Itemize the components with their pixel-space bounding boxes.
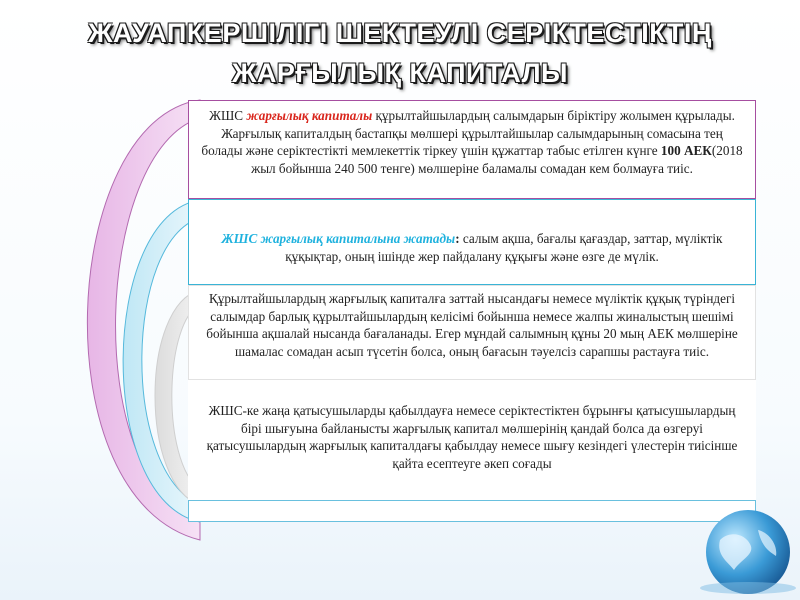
- box-empty-footer: [188, 500, 756, 522]
- box3-text: Құрылтайшылардың жарғылық капиталға заттай нысандағы немесе мүліктік құқық түріндегі салымдар барлық құрылтайшылардың келісімі бойынша немесе жалпы жиналыстың шешімі бойынша ақшалай нысанда бағаланады. Егер мұндай салымның құны 20 мың АЕК мөлшеріне шамалас сомадан асып түсетін болса, оның бағасын тәуелсіз сарапшы растауға тиіс.: [206, 291, 738, 359]
- box1-prefix: ЖШС: [209, 108, 247, 123]
- box-participant-changes: [188, 380, 756, 500]
- page-title-line-2: ЖАРҒЫЛЫҚ КАПИТАЛЫ: [232, 58, 568, 88]
- box1-text-b: (2018 жыл бойынша 240 500 тенге) мөлшеріне баламалы сомадан кем болмауға тиіс.: [251, 143, 743, 176]
- page-title-line-1: ЖАУАПКЕРШІЛІГІ ШЕКТЕУЛІ СЕРІКТЕСТІКТІҢ: [88, 18, 712, 48]
- box1-bold: 100 АЕК: [660, 143, 712, 158]
- box1-highlight: жарғылық капиталы: [246, 108, 373, 123]
- box2-highlight: ЖШС жарғылық капиталына жатады: [221, 231, 456, 246]
- box-contribution-valuation: [188, 285, 756, 380]
- box-capital-composition: [188, 199, 756, 285]
- box1-text-a: құрылтайшылардың салымдарын біріктіру жолымен құрылады. Жарғылық капиталдың бастапқы мөлшері құрылтайшылар салымдарының сомасына тең болады және серіктестікті мемлекеттік тіркеу үшін құжаттар табыс етілген күнге: [201, 108, 735, 158]
- globe-icon: [690, 500, 800, 600]
- box-charter-capital: [188, 100, 756, 199]
- box4-text: ЖШС-ке жаңа қатысушыларды қабылдауға немесе серіктестіктен бұрынғы қатысушылардың бірі шығуына байланысты жарғылық капитал мөлшерінің қандай болса да өзгеруі қатысушылардың жарғылық капиталдағы қабылдау немесе шығу кезіндегі үлестерін тиісінше қайта есептеуге әкеп соғады: [206, 403, 738, 471]
- box2-text: салым ақша, бағалы қағаздар, заттар, мүліктік құқықтар, оның ішінде жер пайдалану құқығы және өзге де мүлік.: [285, 231, 723, 264]
- box2-colon: :: [455, 231, 460, 246]
